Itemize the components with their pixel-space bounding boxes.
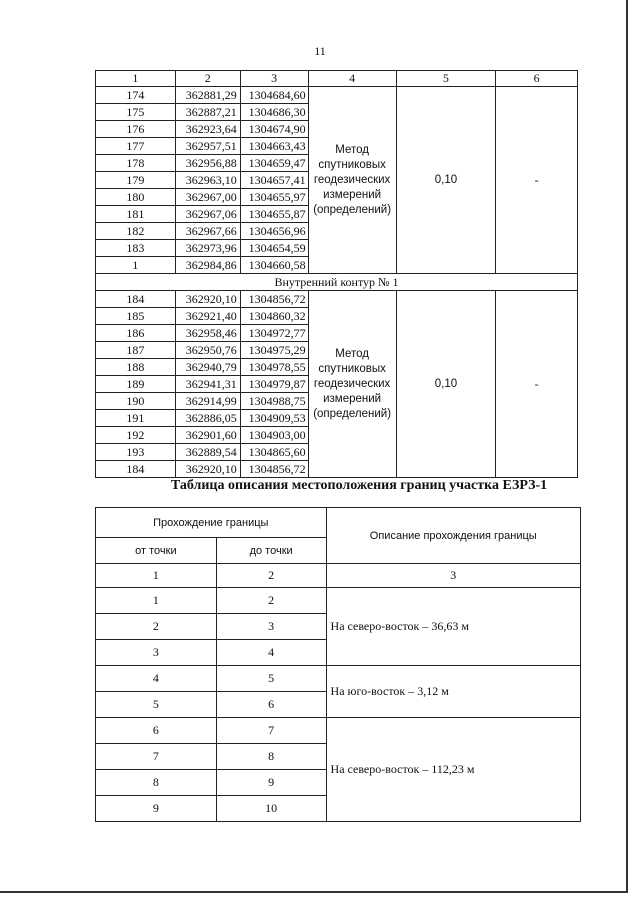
- header-cell: 4: [308, 71, 396, 87]
- coord-x: 362956,88: [175, 155, 240, 172]
- col-number: 1: [96, 564, 217, 588]
- header-cell: 1: [96, 71, 176, 87]
- coord-x: 362958,46: [175, 325, 240, 342]
- to-point: 6: [216, 692, 326, 718]
- coord-y: 1304663,43: [240, 138, 308, 155]
- coord-x: 362901,60: [175, 427, 240, 444]
- point-number: 189: [96, 376, 176, 393]
- table-header-row: [96, 71, 578, 87]
- coord-y: 1304979,87: [240, 376, 308, 393]
- to-point: 7: [216, 718, 326, 744]
- point-number: 183: [96, 240, 176, 257]
- coord-x: 362914,99: [175, 393, 240, 410]
- coord-y: 1304975,29: [240, 342, 308, 359]
- coord-x: 362923,64: [175, 121, 240, 138]
- point-number: 193: [96, 444, 176, 461]
- column-number-row: [96, 564, 581, 588]
- point-number: 180: [96, 189, 176, 206]
- table-row: [96, 666, 581, 692]
- coord-y: 1304660,58: [240, 257, 308, 274]
- from-point: 6: [96, 718, 217, 744]
- coord-y: 1304860,32: [240, 308, 308, 325]
- point-number: 190: [96, 393, 176, 410]
- accuracy-cell: 0,10: [396, 291, 496, 478]
- point-number: 188: [96, 359, 176, 376]
- coord-x: 362950,76: [175, 342, 240, 359]
- method-line: измерений: [323, 188, 382, 201]
- coord-y: 1304656,96: [240, 223, 308, 240]
- coord-y: 1304988,75: [240, 393, 308, 410]
- coord-y: 1304654,59: [240, 240, 308, 257]
- col-number: 2: [216, 564, 326, 588]
- coord-x: 362886,05: [175, 410, 240, 427]
- table-row: [96, 291, 578, 308]
- to-point: 4: [216, 640, 326, 666]
- header-cell: 2: [175, 71, 240, 87]
- point-number: 174: [96, 87, 176, 104]
- accuracy-cell: 0,10: [396, 87, 496, 274]
- coord-x: 362940,79: [175, 359, 240, 376]
- point-number: 181: [96, 206, 176, 223]
- header-to: до точки: [216, 538, 326, 564]
- point-number: 178: [96, 155, 176, 172]
- method-line: спутниковых: [318, 158, 386, 171]
- header-cell: 6: [496, 71, 578, 87]
- coord-x: 362984,86: [175, 257, 240, 274]
- to-point: 3: [216, 614, 326, 640]
- coord-y: 1304655,97: [240, 189, 308, 206]
- coord-x: 362967,66: [175, 223, 240, 240]
- from-point: 5: [96, 692, 217, 718]
- point-number: 175: [96, 104, 176, 121]
- method-line: геодезических: [313, 377, 391, 390]
- from-point: 1: [96, 588, 217, 614]
- method-line: измерений: [323, 392, 382, 405]
- coord-x: 362941,31: [175, 376, 240, 393]
- coord-x: 362973,96: [175, 240, 240, 257]
- point-number: 187: [96, 342, 176, 359]
- table-row: [96, 87, 578, 104]
- boundary-description: На северо-восток – 36,63 м: [326, 588, 580, 666]
- coord-y: 1304903,00: [240, 427, 308, 444]
- table-row: [96, 718, 581, 744]
- coord-y: 1304684,60: [240, 87, 308, 104]
- from-point: 2: [96, 614, 217, 640]
- method-line: геодезических: [313, 173, 391, 186]
- coord-x: 362963,10: [175, 172, 240, 189]
- to-point: 5: [216, 666, 326, 692]
- coord-x: 362920,10: [175, 461, 240, 478]
- header-description: Описание прохождения границы: [326, 508, 580, 564]
- from-point: 3: [96, 640, 217, 666]
- point-number: 176: [96, 121, 176, 138]
- coord-x: 362957,51: [175, 138, 240, 155]
- coord-x: 362881,29: [175, 87, 240, 104]
- coord-y: 1304657,41: [240, 172, 308, 189]
- col6-cell: -: [496, 87, 578, 274]
- coord-x: 362887,21: [175, 104, 240, 121]
- method-line: Метод: [335, 143, 369, 156]
- boundary-description: На юго-восток – 3,12 м: [326, 666, 580, 718]
- page-number: 11: [314, 44, 326, 58]
- contour-label: Внутренний контур № 1: [96, 274, 578, 291]
- to-point: 8: [216, 744, 326, 770]
- point-number: 1: [96, 257, 176, 274]
- point-number: 184: [96, 461, 176, 478]
- method-cell: [308, 87, 396, 274]
- point-number: 186: [96, 325, 176, 342]
- coord-y: 1304674,90: [240, 121, 308, 138]
- coord-y: 1304865,60: [240, 444, 308, 461]
- point-number: 184: [96, 291, 176, 308]
- coord-x: 362967,00: [175, 189, 240, 206]
- method-line: (определений): [313, 407, 392, 420]
- coord-x: 362921,40: [175, 308, 240, 325]
- table-header-row: [96, 508, 581, 538]
- coord-y: 1304659,47: [240, 155, 308, 172]
- coord-x: 362889,54: [175, 444, 240, 461]
- coord-y: 1304972,77: [240, 325, 308, 342]
- point-number: 179: [96, 172, 176, 189]
- col-number: 3: [326, 564, 580, 588]
- coord-x: 362967,06: [175, 206, 240, 223]
- coord-y: 1304686,30: [240, 104, 308, 121]
- to-point: 9: [216, 770, 326, 796]
- from-point: 4: [96, 666, 217, 692]
- point-number: 177: [96, 138, 176, 155]
- header-cell: 5: [396, 71, 496, 87]
- method-line: (определений): [313, 203, 392, 216]
- method-cell: [308, 291, 396, 478]
- method-line: спутниковых: [318, 362, 386, 375]
- header-group: Прохождение границы: [96, 508, 327, 538]
- point-number: 185: [96, 308, 176, 325]
- table2-title: Таблица описания местоположения границ участка ЕЗРЗ-1: [170, 478, 548, 493]
- from-point: 7: [96, 744, 217, 770]
- method-line: Метод: [335, 347, 369, 360]
- coord-y: 1304978,55: [240, 359, 308, 376]
- from-point: 8: [96, 770, 217, 796]
- coord-y: 1304856,72: [240, 291, 308, 308]
- coord-y: 1304655,87: [240, 206, 308, 223]
- col6-cell: -: [496, 291, 578, 478]
- point-number: 192: [96, 427, 176, 444]
- coord-y: 1304856,72: [240, 461, 308, 478]
- header-cell: 3: [240, 71, 308, 87]
- to-point: 10: [216, 796, 326, 822]
- coord-x: 362920,10: [175, 291, 240, 308]
- coordinates-table: [95, 70, 578, 478]
- table-row: [96, 588, 581, 614]
- coord-y: 1304909,53: [240, 410, 308, 427]
- boundary-description-table: [95, 507, 581, 822]
- contour-row: [96, 274, 578, 291]
- point-number: 182: [96, 223, 176, 240]
- to-point: 2: [216, 588, 326, 614]
- point-number: 191: [96, 410, 176, 427]
- boundary-description: На северо-восток – 112,23 м: [326, 718, 580, 822]
- from-point: 9: [96, 796, 217, 822]
- header-from: от точки: [96, 538, 217, 564]
